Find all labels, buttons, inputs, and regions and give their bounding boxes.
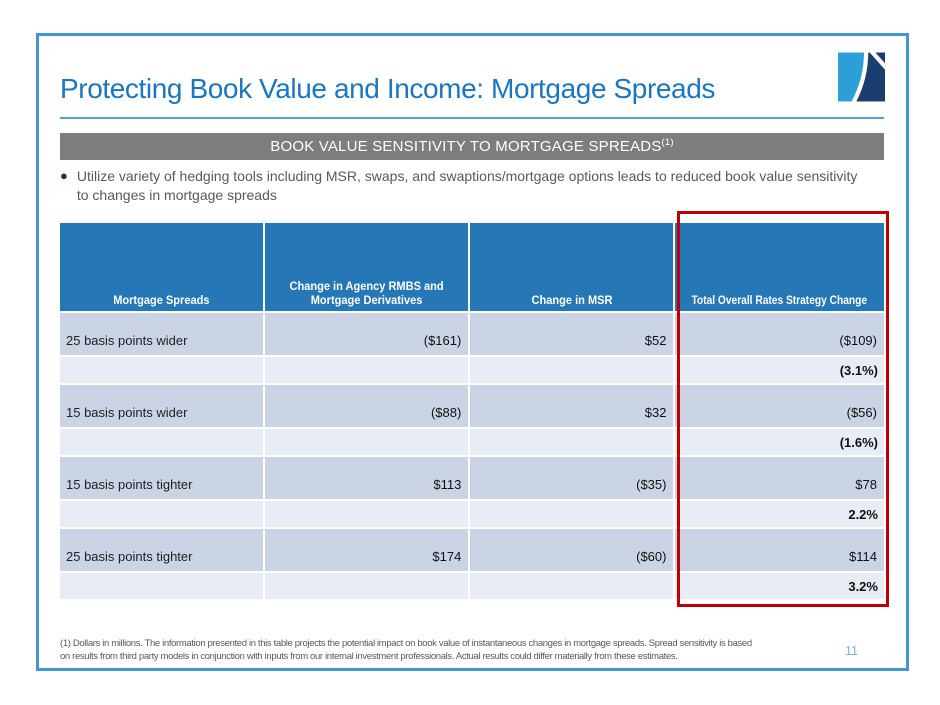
bullet-text: Utilize variety of hedging tools including MSR, swaps, and swaptions/mortgage options leads to reduced book value sensitivity to changes in mortgage spreads	[76, 168, 858, 203]
total-pct-cell: (3.1%)	[675, 357, 884, 383]
page-title: Protecting Book Value and Income: Mortgage Spreads	[60, 73, 715, 104]
total-change-cell: $114	[675, 529, 884, 571]
section-banner-text: BOOK VALUE SENSITIVITY TO MORTGAGE SPREADS	[270, 138, 662, 155]
footnote	[60, 638, 870, 664]
empty-cell	[470, 573, 673, 599]
empty-cell	[470, 429, 673, 455]
footnote-line: on results from third party models in conjunction with inputs from our internal investment professionals. Actual results could differ materially from these estimates.	[60, 650, 678, 662]
msr-change-cell: ($35)	[470, 457, 673, 499]
column-header-label: Change in Agency RMBS and Mortgage Derivatives	[289, 279, 444, 307]
msr-change-cell: ($60)	[470, 529, 673, 571]
column-header-total-change	[675, 223, 884, 311]
empty-cell	[470, 357, 673, 383]
rmbs-change-cell: $113	[265, 457, 468, 499]
total-change-cell: $78	[675, 457, 884, 499]
column-header-mortgage-spreads	[60, 223, 263, 311]
slide-frame	[36, 33, 909, 671]
msr-change-cell: $52	[470, 313, 673, 355]
footnote-line: (1) Dollars in millions. The information presented in this table projects the potential impact on book value of instantaneous changes in mortgage spreads. Spread sensitivity is based	[60, 638, 752, 649]
empty-cell	[60, 501, 263, 527]
column-header-label: Mortgage Spreads	[113, 293, 210, 307]
empty-cell	[265, 429, 468, 455]
empty-cell	[265, 573, 468, 599]
rmbs-change-cell: ($88)	[265, 385, 468, 427]
column-header-label: Change in MSR	[531, 293, 613, 307]
total-pct-cell: (1.6%)	[675, 429, 884, 455]
empty-cell	[470, 501, 673, 527]
total-pct-cell: 2.2%	[675, 501, 884, 527]
row-label-cell: 25 basis points wider	[60, 313, 263, 355]
total-change-cell: ($109)	[675, 313, 884, 355]
bullet-item	[60, 167, 868, 205]
column-header-msr-change	[470, 223, 673, 311]
footnote-reference: (1)	[661, 137, 674, 148]
bullet-marker-icon: ●	[60, 168, 68, 183]
empty-cell	[60, 357, 263, 383]
row-label-cell: 15 basis points tighter	[60, 457, 263, 499]
rmbs-change-cell: ($161)	[265, 313, 468, 355]
page-number: 11	[845, 644, 858, 658]
title-divider	[60, 117, 884, 119]
total-change-cell: ($56)	[675, 385, 884, 427]
rmbs-change-cell: $174	[265, 529, 468, 571]
row-label-cell: 15 basis points wider	[60, 385, 263, 427]
empty-cell	[265, 357, 468, 383]
sensitivity-table	[60, 223, 884, 599]
column-header-rmbs-derivatives-change	[265, 223, 468, 311]
brand-swoosh-logo-icon	[838, 52, 885, 102]
total-pct-cell: 3.2%	[675, 573, 884, 599]
empty-cell	[265, 501, 468, 527]
row-label-cell: 25 basis points tighter	[60, 529, 263, 571]
section-banner	[60, 133, 884, 160]
empty-cell	[60, 429, 263, 455]
column-header-label: Total Overall Rates Strategy Change	[691, 293, 868, 307]
msr-change-cell: $32	[470, 385, 673, 427]
empty-cell	[60, 573, 263, 599]
